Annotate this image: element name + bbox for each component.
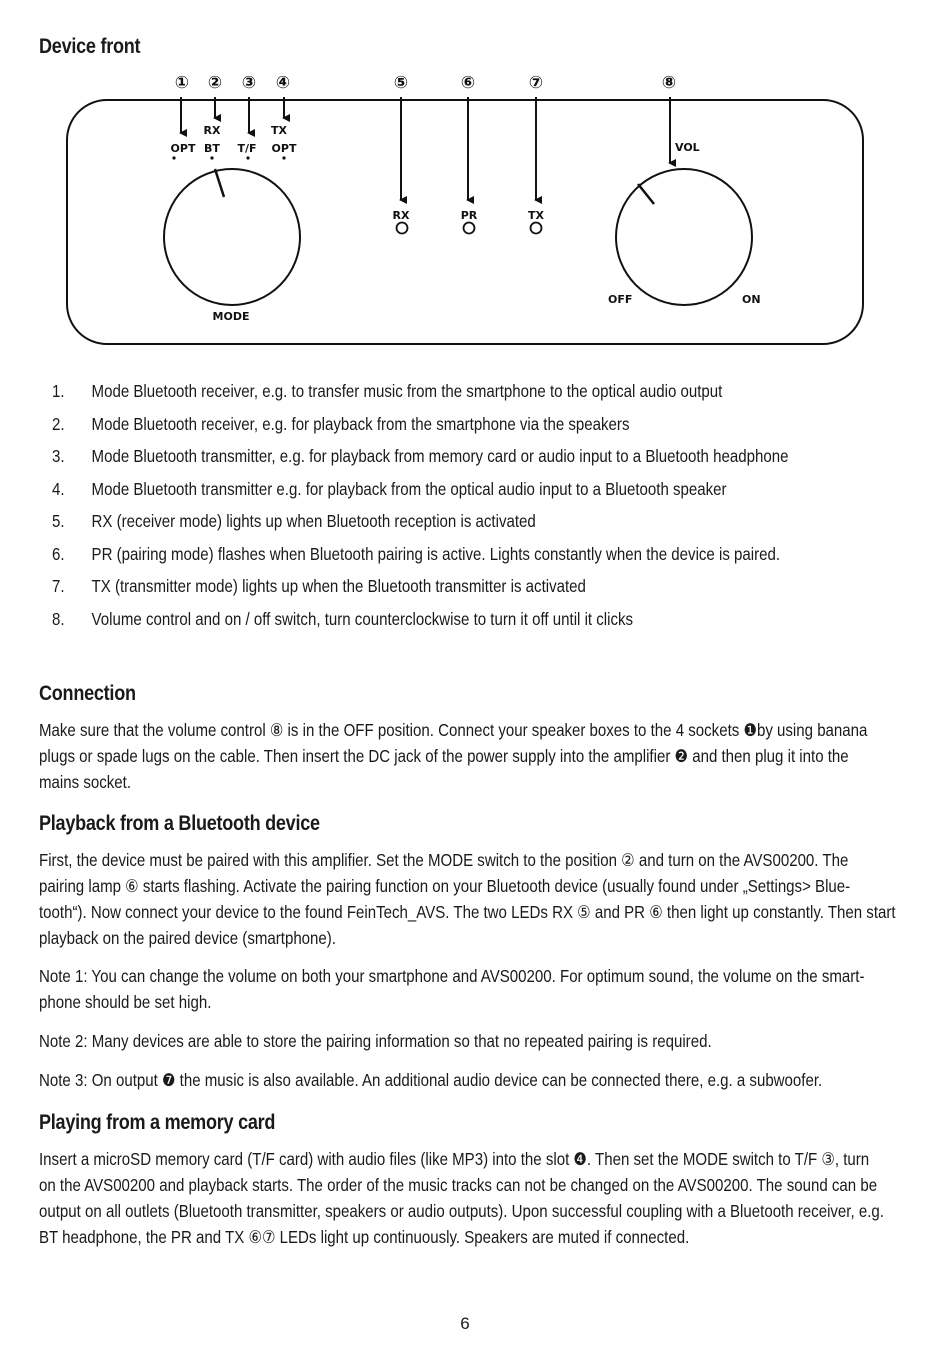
feature-list — [52, 377, 912, 637]
mode-dot-4 — [282, 156, 285, 159]
mode-label-rx: RX — [203, 124, 221, 137]
mode-label-bt: BT — [204, 142, 220, 155]
list-item: 3. Mode Bluetooth transmitter, e.g. for playback from memory card or audio input to a Bluetooth headphone — [52, 446, 789, 466]
section-title-device-front: Device front — [39, 35, 141, 58]
memory-card-paragraph: Insert a microSD memory card (T/F card) with audio files (like MP3) into the slot ❹. Then set the MODE switch to T/F ③, turn on the AVS00200 and playback starts. The order of the music tracks can not be changed on the AVS00200. The sound can be output on all outlets (Bluetooth transmitter, speakers or audio outputs). Upon successful coupling with a Bluetooth receiver, e.g. BT headphone, the PR and TX ⑥⑦ LEDs light up continuously. Speakers are muted if connected. — [39, 1149, 884, 1247]
note-3: Note 3: On output ❼ the music is also available. An additional audio device can be connected there, e.g. a subwoofer. — [39, 1070, 823, 1090]
vol-label: VOL — [675, 141, 700, 154]
list-item: 8. Volume control and on / off switch, turn counterclockwise to turn it off until it clicks — [52, 608, 634, 629]
device-front-diagram — [0, 60, 950, 360]
on-label: ON — [742, 293, 761, 306]
mode-label-tx: TX — [271, 124, 287, 137]
mode-knob[interactable] — [164, 169, 300, 305]
section-title-connection: Connection — [39, 682, 136, 705]
marker-7: ⑦ — [528, 73, 544, 93]
led-pr — [464, 223, 475, 234]
marker-4: ④ — [275, 73, 291, 93]
marker-8: ⑧ — [661, 73, 677, 93]
mode-dot-2 — [210, 156, 213, 159]
mode-knob-pointer — [215, 169, 224, 197]
led-label-tx: TX — [528, 209, 544, 222]
led-tx — [531, 223, 542, 234]
led-label-pr: PR — [460, 209, 478, 222]
list-item: 2. Mode Bluetooth receiver, e.g. for playback from the smartphone via the speakers — [52, 413, 630, 434]
marker-5: ⑤ — [393, 73, 409, 93]
mode-knob-label: MODE — [212, 310, 250, 323]
list-item: 1. Mode Bluetooth receiver, e.g. to transfer music from the smartphone to the optical audio output — [52, 381, 723, 401]
section-title-bluetooth: Playback from a Bluetooth device — [39, 812, 320, 835]
marker-6: ⑥ — [460, 73, 476, 93]
marker-2: ② — [207, 73, 223, 93]
bluetooth-paragraph: First, the device must be paired with this amplifier. Set the MODE switch to the position ② and turn on the AVS00200. The pairing lamp ⑥ starts flashing. Activate the pairing function on your Bluetooth device (usually found under „Settings> Blue- tooth“). Now connect your device to the found FeinTech_AVS. The two LEDs RX ⑤ and PR ⑥ then light up constantly. Then start playback on the paired device (smartphone). — [39, 850, 896, 948]
led-rx — [397, 223, 408, 234]
led-label-rx: RX — [392, 209, 410, 222]
marker-1: ① — [174, 73, 190, 93]
list-item: 6. PR (pairing mode) flashes when Bluetooth pairing is active. Lights constantly when the device is paired. — [52, 543, 781, 564]
section-title-memory-card: Playing from a memory card — [39, 1111, 276, 1134]
volume-knob[interactable] — [616, 169, 752, 305]
mode-dot-1 — [172, 156, 175, 159]
list-item: 5. RX (receiver mode) lights up when Bluetooth reception is activated — [52, 511, 536, 531]
connection-paragraph: Make sure that the volume control ⑧ is in the OFF position. Connect your speaker boxes to the 4 sockets ❶by using banana plugs or spade lugs on the cable. Then insert the DC jack of the power supply into the amplifier ❷ and then plug it into the mains socket. — [39, 720, 868, 792]
mode-label-tf: T/F — [237, 142, 257, 155]
list-item: 4. Mode Bluetooth transmitter e.g. for playback from the optical audio input to a Bluetooth speaker — [52, 478, 727, 499]
page-number: 6 — [460, 1314, 470, 1333]
mode-label-opt-tx: OPT — [271, 142, 297, 155]
mode-dot-3 — [246, 156, 249, 159]
list-item: 7. TX (transmitter mode) lights up when the Bluetooth transmitter is activated — [52, 576, 586, 596]
off-label: OFF — [608, 293, 633, 306]
volume-knob-pointer — [638, 184, 654, 204]
note-1: Note 1: You can change the volume on both your smartphone and AVS00200. For optimum sound, the volume on the smart- phone should be set high. — [39, 966, 865, 1012]
mode-label-opt: OPT — [170, 142, 196, 155]
marker-3: ③ — [241, 73, 257, 93]
note-2: Note 2: Many devices are able to store the pairing information so that no repeated pairing is required. — [39, 1031, 712, 1051]
device-body-outline — [67, 100, 863, 344]
